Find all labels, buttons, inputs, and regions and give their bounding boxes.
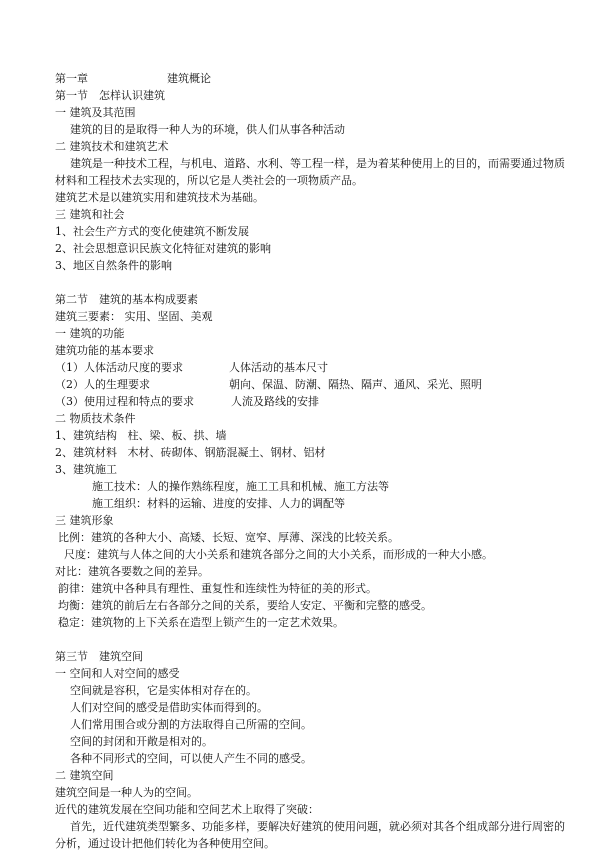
requirement-row bbox=[55, 359, 575, 376]
chapter-heading bbox=[55, 70, 575, 87]
section3-paragraph-3a: 首先，近代建筑类型繁多、功能多样，要解决好建筑的使用问题，就必须对其各个组成部分进行周密的 bbox=[70, 820, 565, 833]
chapter-title: 建筑概论 bbox=[167, 72, 211, 85]
section1-label: 第一节 bbox=[55, 89, 88, 102]
section1-subheading-1: 一 建筑及其范围 bbox=[55, 106, 136, 119]
section1-subheading-3: 三 建筑和社会 bbox=[55, 208, 125, 221]
section3-paragraph-3b: 分析，通过设计把他们转化为各种使用空间。 bbox=[55, 837, 275, 850]
perception-item: 空间的封闭和开敞是相对的。 bbox=[70, 735, 213, 748]
function-requirements-title: 建筑功能的基本要求 bbox=[55, 344, 154, 357]
section2-title: 建筑的基本构成要素 bbox=[99, 293, 198, 306]
section3-subheading-2: 二 建筑空间 bbox=[55, 769, 114, 782]
section1-title: 怎样认识建筑 bbox=[99, 89, 165, 102]
chapter-label: 第一章 bbox=[55, 72, 88, 85]
spacer bbox=[55, 274, 575, 291]
tech-detail: 木材、砖砌体、钢筋混凝土、钢材、铝材 bbox=[127, 446, 326, 459]
tech-row bbox=[55, 427, 575, 444]
section1-paragraph-1: 建筑的目的是取得一种人为的环境，供人们从事各种活动 bbox=[70, 123, 345, 136]
requirement-name: 使用过程和特点的要求 bbox=[84, 395, 194, 408]
form-item: 对比：建筑各要数之间的差异。 bbox=[55, 565, 209, 578]
section2-subheading-1: 一 建筑的功能 bbox=[55, 327, 125, 340]
construction-item: 施工技术：人的操作熟练程度，施工工具和机械、施工方法等 bbox=[92, 480, 389, 493]
requirement-number: （3） bbox=[55, 395, 84, 408]
form-item: 比例：建筑的各种大小、高矮、长短、宽窄、厚薄、深浅的比较关系。 bbox=[58, 531, 399, 544]
perception-item: 空间就是容积，它是实体相对存在的。 bbox=[70, 684, 257, 697]
form-item: 稳定：建筑物的上下关系在造型上锁产生的一定艺术效果。 bbox=[58, 616, 344, 629]
section1-subheading-2: 二 建筑技术和建筑艺术 bbox=[55, 140, 169, 153]
section1-paragraph-3: 建筑艺术是以建筑实用和建筑技术为基础。 bbox=[55, 191, 264, 204]
section3-heading bbox=[55, 648, 575, 665]
requirement-detail: 人流及路线的安排 bbox=[231, 395, 319, 408]
form-item: 韵律：建筑中各种具有理性、重复性和连续性为特征的美的形式。 bbox=[58, 582, 377, 595]
list-item: 1、社会生产方式的变化使建筑不断发展 bbox=[55, 225, 249, 238]
section2-subheading-2: 二 物质技术条件 bbox=[55, 412, 136, 425]
section3-paragraph-1: 建筑空间是一种人为的空间。 bbox=[55, 786, 198, 799]
tech-detail: 柱、梁、板、拱、墙 bbox=[127, 429, 227, 442]
section1-heading bbox=[55, 87, 575, 104]
list-item: 2、社会思想意识民族文化特征对建筑的影响 bbox=[55, 242, 271, 255]
section2-label: 第二节 bbox=[55, 293, 88, 306]
building-elements: 建筑三要素： 实用、坚固、美观 bbox=[55, 310, 213, 323]
requirement-name: 人体活动尺度的要求 bbox=[84, 361, 183, 374]
requirement-row bbox=[55, 393, 575, 410]
perception-item: 人们对空间的感受是借助实体而得到的。 bbox=[70, 701, 268, 714]
form-item: 尺度：建筑与人体之间的大小关系和建筑各部分之间的大小关系，而形成的一种大小感。 bbox=[64, 548, 493, 561]
section3-title: 建筑空间 bbox=[99, 650, 143, 663]
section2-subheading-3: 三 建筑形象 bbox=[55, 514, 114, 527]
section3-label: 第三节 bbox=[55, 650, 88, 663]
requirement-number: （2） bbox=[55, 378, 84, 391]
construction-item: 施工组织：材料的运输、进度的安排、人力的调配等 bbox=[92, 497, 345, 510]
requirement-name: 人的生理要求 bbox=[84, 378, 150, 391]
section1-paragraph-2a: 建筑是一种技术工程，与机电、道路、水利、等工程一样，是为着某种使用上的目的，而需要通过物质 bbox=[70, 157, 565, 170]
perception-item: 各种不同形式的空间，可以使人产生不同的感受。 bbox=[70, 752, 312, 765]
requirement-detail: 朝向、保温、防潮、隔热、隔声、通风、采光、照明 bbox=[229, 378, 482, 391]
requirement-detail: 人体活动的基本尺寸 bbox=[229, 361, 328, 374]
list-item: 3、地区自然条件的影响 bbox=[55, 259, 172, 272]
section3-subheading-1: 一 空间和人对空间的感受 bbox=[55, 667, 180, 680]
section1-paragraph-2b: 材料和工程技术去实现的，所以它是人类社会的一项物质产品。 bbox=[55, 174, 363, 187]
section3-paragraph-2: 近代的建筑发展在空间功能和空间艺术上取得了突破： bbox=[55, 803, 319, 816]
requirement-row bbox=[55, 376, 575, 393]
requirement-number: （1） bbox=[55, 361, 84, 374]
tech-row bbox=[55, 444, 575, 461]
spacer bbox=[55, 631, 575, 648]
tech-name: 1、建筑结构 bbox=[55, 429, 117, 442]
tech-name: 2、建筑材料 bbox=[55, 446, 117, 459]
construction-title: 3、建筑施工 bbox=[55, 463, 117, 476]
form-item: 均衡：建筑的前后左右各部分之间的关系，要给人安定、平衡和完整的感受。 bbox=[58, 599, 432, 612]
section2-heading bbox=[55, 291, 575, 308]
document-page bbox=[55, 70, 575, 852]
perception-item: 人们常用围合或分割的方法取得自己所需的空间。 bbox=[70, 718, 312, 731]
